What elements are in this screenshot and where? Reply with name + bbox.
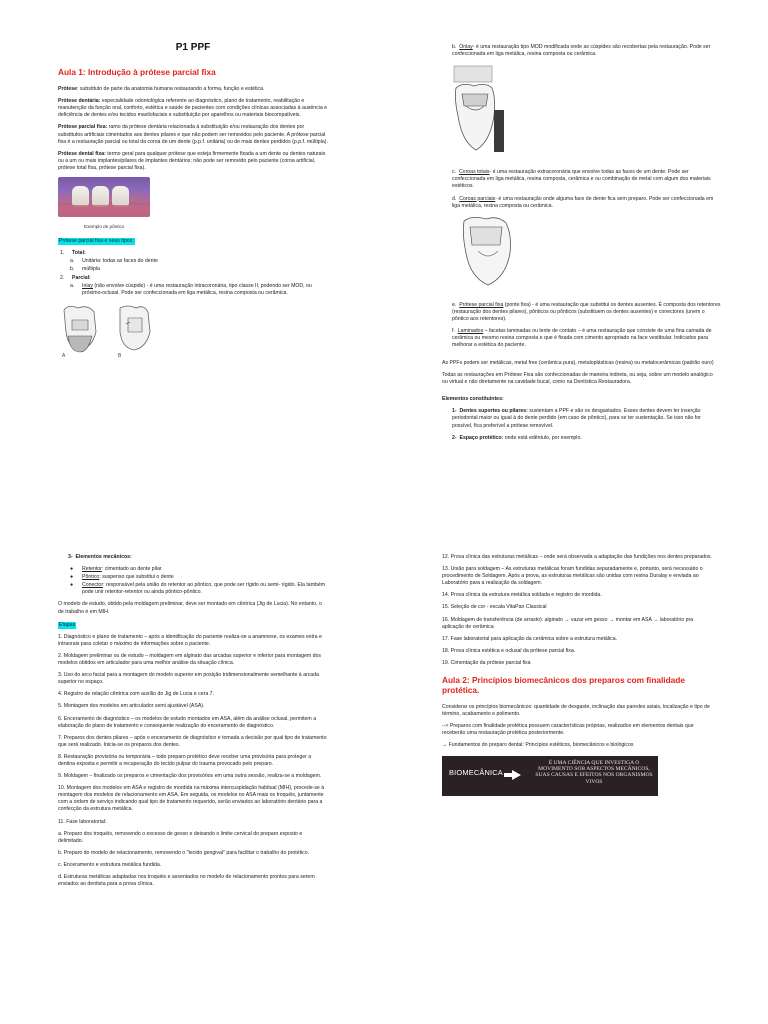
ppf-term: Prótese parcial fixa	[459, 301, 504, 308]
elemento-3: 3- Elementos mecânicos:	[68, 554, 132, 560]
tooth-shape	[72, 186, 89, 207]
elemento-2: 2- Espaço protético: onde está edêntulo, por exemplo.	[452, 434, 582, 441]
etapa-item: 9. Moldagem – finalizado os preparos e cimentação dos provisórios em uma outra sessão, realiza-se a moldagem.	[58, 773, 322, 780]
laminados-text: – facetas laminadas ou lente de contato – é uma restauração que consiste de uma fina camada de cerâmica ou mesmo resina composta e que é fixada com cimento apropriado na face vestibular. Indicados para melhorar a estética do paciente.	[452, 328, 712, 349]
def-parcial-text: ramo da prótese dentária relacionada à substituição e/ou restauração dos dentes por substitutos artificiais cimentados aos dentes pilares e que não podem ser removidos pelo paciente. A prótese parcial fixa é a restauração parcial ou total da coroa de um dente (p.p.f. unitária) ou de mais dentes perdidos (p.p.f. múltipla).	[58, 124, 328, 145]
etapa-item: 6. Enceramento de diagnóstico – os modelos de estudo montados em ASA, além da análise oclusal, permitem a elaboração do plano de tratamento e consequente realização do enceramento de diagnóstico.	[58, 715, 317, 729]
considerar-paragraph: Considerar os princípios biomecânicos: quantidade de desgaste, inclinação das paredes axiais, localização e tipo de término, acabamento e polimento.	[442, 704, 710, 718]
elemento-1-text: sustentam a PPF e são os desgastados. Esses dentes devem ter inserção periodontal maior ou igual à do dente perdido (em caso de pôntico), para se ter sustentação. Se isso não for possível, fica preferível a prótese removível.	[452, 408, 701, 429]
coroa-diagram	[458, 215, 524, 287]
etapa-item: 19. Cimentação da prótese parcial fixa	[442, 659, 531, 666]
list-item: ● Conector: responsável pela união do retentor ao pôntico, que pode ser rígido ou semi- rígido. Ela também pode unir retentor-retentor ou ainda pôntico-pôntico.	[70, 582, 326, 596]
document-title: P1 PPF	[175, 42, 211, 53]
etapa-item: c. Enceramento e estrutura metálica fundida.	[58, 861, 162, 868]
def-fixa-text: termo geral para qualquer prótese que esteja firmemente fixada a um dente ou dentes naturais ou a um ou mais implantes/pilares de implantes dentários; não pode ser removido pelo paciente (coroa artificial, prótese total fixa, prótese parcial fixa).	[58, 150, 326, 171]
def-fixa	[58, 151, 328, 172]
list-item: b. múltipla	[70, 266, 100, 273]
etapa-item: 12. Prova clínica das estruturas metálicas – onde será observada a adaptação das fundições nos dentes preparados.	[442, 554, 712, 560]
etapa-item: 10. Montagem dos modelos em ASA e registro de mordida na máxima intercuspidação habitual (MIH), procede-se à montagem dos modelos de relacionamento em ASA. Em seguida, os modelos no ASA mais os troquéis, juntamente com a ordem de serviço indicando qual tipo de tratamento requerido, serão enviados ao laboratório dentário para a confecção da estrutura metálica.	[58, 785, 325, 813]
pontico-figure	[58, 177, 328, 217]
tooth-shape	[112, 186, 129, 207]
elemento-2-text: onde está edêntulo, por exemplo.	[503, 434, 582, 441]
elemento-3-term: Elementos mecânicos:	[75, 554, 132, 560]
todas-paragraph: Todas as restaurações em Prótese Fixa são confeccionadas de maneira indireta, ou seja, sobre um modelo analógico ou virtual e não diretamente na cavidade bucal, como na Dentística Restauradora.	[442, 372, 713, 386]
arrow-right-icon	[512, 770, 521, 780]
etapa-item: d. Estruturas metálicas adaptadas nos troquéis e assentados no modelo de relacionamento prontos para serem enviados ao dentista para a prova clínica.	[58, 874, 315, 888]
def-dentaria-text: especialidade odontológica referente ao diagnóstico, plano de tratamento, reabilitação e manutenção da função oral, conforto, estética e saúde de pacientes com condições clínicas associadas à ausência e deficiência de dentes e/ou tecidos maxilofaciais e substituição por aparelhos ou materiais biocompatíveis.	[58, 98, 328, 119]
def-dentaria	[58, 98, 328, 119]
etapa-item: b. Preparo do modelo de relacionamento, removendo o "tecido gengival" para facilitar o trabalho do protético.	[58, 849, 310, 856]
etapa-item: 7. Preparos dos dentes pilares – após o enceramento de diagnóstico e tomada a decisão por qual tipo de tratamento que será realizado. Inicia-se os preparos dos dentes.	[58, 734, 327, 748]
page-1-right-lower	[442, 360, 714, 447]
aula-1-heading: Aula 1: Introdução à prótese parcial fixa	[58, 67, 216, 78]
coroas-totais-term: Coroas totais	[458, 169, 490, 176]
onlay-figure	[452, 64, 722, 159]
elemento-1: 1- Dentes suportes ou pilares: sustentam a PPF e são os desgastados. Esses dentes devem ter inserção periodontal maior ou igual à do dente perdido (em caso de pôntico), para se ter sustentação. Se isso não for possível, fica preferível a prótese removível.	[452, 408, 701, 429]
def-fixa-term: Prótese dental fixa:	[58, 150, 106, 157]
etapa-item: 3. Uso do arco facial para a montagem do modelo superior em posição tridimensionalmente semelhante à arcada superior no espaço.	[58, 672, 319, 686]
coroas-totais-text: - é uma restauração extracoronária que envolve todas as faces de um dente. Pode ser confeccionada em liga metálica, resina composta, cerâmica e ou combinação de metal com algum dos materiais estéticos.	[452, 169, 711, 190]
coroas-parciais-text: - é uma restauração onde alguma face de dente fica sem preparo. Pode ser confeccionada em liga metálica, resina composta ou cerâmica.	[452, 195, 714, 209]
def-dentaria-term: Prótese dentária:	[58, 98, 101, 105]
fundamentos-paragraph: → Fundamentos do preparo dental: Princípios estéticos, biomecânicos e biológicos	[442, 742, 634, 749]
def-protese-term: Prótese	[58, 86, 78, 93]
types-list	[58, 250, 328, 297]
fig-label-b: B	[118, 352, 122, 358]
etapa-item: 11. Fase laboratorial:	[58, 818, 107, 825]
etapas-heading: Etapas	[59, 621, 76, 628]
list-item: ● Pôntico: suspenso que substitui o dente	[70, 574, 174, 581]
page-1-right-column	[452, 44, 722, 354]
etapa-item: 13. União para soldagem – As estruturas metálicas foram fundidas separadamente e, portanto, será necessário o procedimento de Soldagem. Após a prova, as estruturas metálicas são unidas com resina Duralay e enviada ao Laboratório para a realização da soldagem.	[442, 566, 703, 587]
aula-2-heading: Aula 2: Princípios biomecânicos dos preparos com finalidade protética.	[442, 675, 685, 696]
etapa-item: 1. Diagnóstico e plano de tratamento – após a identificação do paciente realiza-se a anamnese, os exames extra e intraorais para coletar o máximo de informações sobre o paciente.	[58, 633, 322, 647]
biomecanica-label: BIOMECÂNICA	[449, 767, 503, 777]
inlay-item: a. Inlay (não envolve cúspide) - é uma restauração intracoronária, tipo classe II, podendo ser MOD, ou próximo-oclusal. Pode ser confeccionada em liga metálica, resina composta ou cerâmica.	[70, 282, 312, 296]
laminados-item: f. Laminados – facetas laminadas ou lente de contato – é uma restauração que consiste de uma fina camada de cerâmica ou mesmo resina composta e que é fixada com cimento apropriado na face vestibular. Indicados para melhorar a estética do paciente.	[452, 328, 712, 349]
page-1-left-column	[58, 44, 328, 367]
page-2-right-column	[442, 554, 714, 796]
coroas-totais-item: c. Coroas totais- é uma restauração extracoronária que envolve todas as faces de um dente. Pode ser confeccionada em liga metálica, resina composta, cerâmica e ou combinação de metal com algum dos materiais estéticos.	[452, 169, 711, 190]
inlay-text: (não envolve cúspide) - é uma restauração intracoronária, tipo classe II, podendo ser MOD, ou próximo-oclusal. Pode ser confeccionada em liga metálica, resina composta ou cerâmica.	[82, 282, 312, 296]
etapa-item: 4. Registro de relação cêntrica com auxílio do Jig de Lucia e cera 7.	[58, 691, 214, 698]
etapa-item: 17. Fase laboratorial para aplicação da cerâmica sobre a estrutura metálica.	[442, 635, 618, 642]
elemento-2-term: Espaço protético:	[459, 434, 504, 441]
biomecanica-banner	[442, 756, 658, 796]
page-2-left-column	[58, 554, 328, 893]
etapa-item: 14. Prova clínica da estrutura metálica soldada e registro de mordida.	[442, 592, 602, 599]
onlay-text: - é uma restauração tipo MOD modificada onde as cúspides são recobertas pela restauração. Pode ser confeccionada em liga metálica, resina composta ou cerâmica.	[452, 44, 711, 58]
preparos-paragraph: --> Preparos com finalidade protética possuem características próprias, realizados em elementos dentais que receberão uma restauração protética posteriormente.	[442, 723, 694, 737]
inlay-figure	[58, 302, 328, 361]
page-2	[0, 512, 768, 1024]
ppf-text: (ponte fixa) - é uma restauração que substitui os dentes ausentes. É composta dos retentores (restauração dos dentes pilares), pônticos ou pônticos (substituem os dentes ausentes) e conectores (unem o pôntico aos retentores).	[452, 301, 721, 323]
etapa-item: 18. Prova clínica estética e oclusal da prótese parcial fixa.	[442, 647, 576, 654]
gum-shape	[58, 205, 150, 217]
coroas-parciais-term: Coroas parciais	[459, 195, 496, 202]
onlay-term: Onlay	[459, 44, 473, 50]
etapa-item: a. Preparo dos troquéis, removendo o excesso de gesso e deixando o limite cervical do preparo exposto e delimitado.	[58, 830, 303, 844]
pontico-caption: Exemplo de pôntico	[84, 224, 125, 230]
coroas-parciais-item: d. Coroas parciais- é uma restauração onde alguma face de dente fica sem preparo. Pode ser confeccionada em liga metálica, resina composta ou cerâmica.	[452, 195, 714, 209]
ppf-item: e. Prótese parcial fixa (ponte fixa) - é uma restauração que substitui os dentes ausentes. É composta dos retentores (restauração dos dentes pilares), pônticos ou pônticos (substituem os dentes ausentes) e conectores (unem o pôntico aos retentores).	[452, 301, 721, 323]
etapa-item: 8. Restauração provisória ou temporária – todo preparo protético deve receber uma provisória para proteger a dentina exposta e permitir a recuperação do tecido pulpar do trauma provocado pelo preparo.	[58, 753, 312, 767]
elementos-heading: Elementos constituintes:	[442, 396, 504, 403]
mecanicos-list	[58, 566, 328, 596]
etapa-item: 5. Montagem dos modelos em articulador semi ajustável (ASA).	[58, 703, 205, 710]
inlay-term: Inlay	[82, 282, 93, 289]
inlay-diagram	[58, 302, 168, 358]
tooth-shape	[92, 186, 109, 207]
def-protese	[58, 86, 328, 93]
etapa-item: 2. Moldagem preliminar ou de estudo – moldagem em alginato das arcadas superior e inferior para montagem dos modelos obtidos em articulador para uma melhor análise da situação clínica.	[58, 652, 321, 667]
types-heading: Prótese parcial fixa e seus tipos:	[59, 238, 134, 245]
laminados-term: Laminados	[457, 328, 484, 335]
list-item: ● Retentor: cimentado ao dente pilar	[70, 566, 162, 573]
list-item: 2. Parcial:	[60, 274, 91, 281]
elemento-1-term: Dentes suportes ou pilares:	[459, 408, 528, 415]
onlay-diagram	[452, 64, 532, 156]
def-parcial	[58, 124, 328, 145]
modelo-paragraph: O modelo de estudo, obtido pela moldagem preliminar, deve ser montado em cêntrica (Jig de Lucia). No entanto, o de trabalho é em MIH.	[58, 601, 322, 615]
onlay-item: b. Onlay- é uma restauração tipo MOD modificada onde as cúspides são recobertas pela restauração. Pode ser confeccionada em liga metálica, resina composta ou cerâmica.	[452, 44, 711, 58]
ppfs-paragraph: As PPFs podem ser metálicas, metal free (cerâmica pura), metaloplásticas (resina) ou metalocerâmicas (padrão ouro)	[442, 360, 714, 366]
def-protese-text: : substituto de parte da anatomia humana restaurando a forma, função e estética.	[77, 86, 265, 93]
list-item: a. Unitária: todas as faces do dente	[70, 258, 158, 265]
etapa-item: 15. Seleção de cor - escala VitaPan Classical	[442, 604, 547, 611]
def-parcial-term: Prótese parcial fixa:	[58, 124, 108, 131]
list-item: 1. Total:	[60, 250, 86, 257]
etapa-item: 16. Moldagem de transferência (de arrasto): alginato → vazar em gesso → montar em ASA → laboratório pra aplicação de cerâmica	[442, 616, 694, 630]
fig-label-a: A	[62, 352, 66, 358]
pontico-photo	[58, 177, 150, 217]
coroa-figure	[458, 215, 722, 290]
biomecanica-text: É UMA CIÊNCIA QUE INVESTIGA O MOVIMENTO SOB ASPECTOS MECÂNICOS, SUAS CAUSAS E EFEITOS NOS ORGANISMOS VIVOS	[535, 759, 653, 785]
